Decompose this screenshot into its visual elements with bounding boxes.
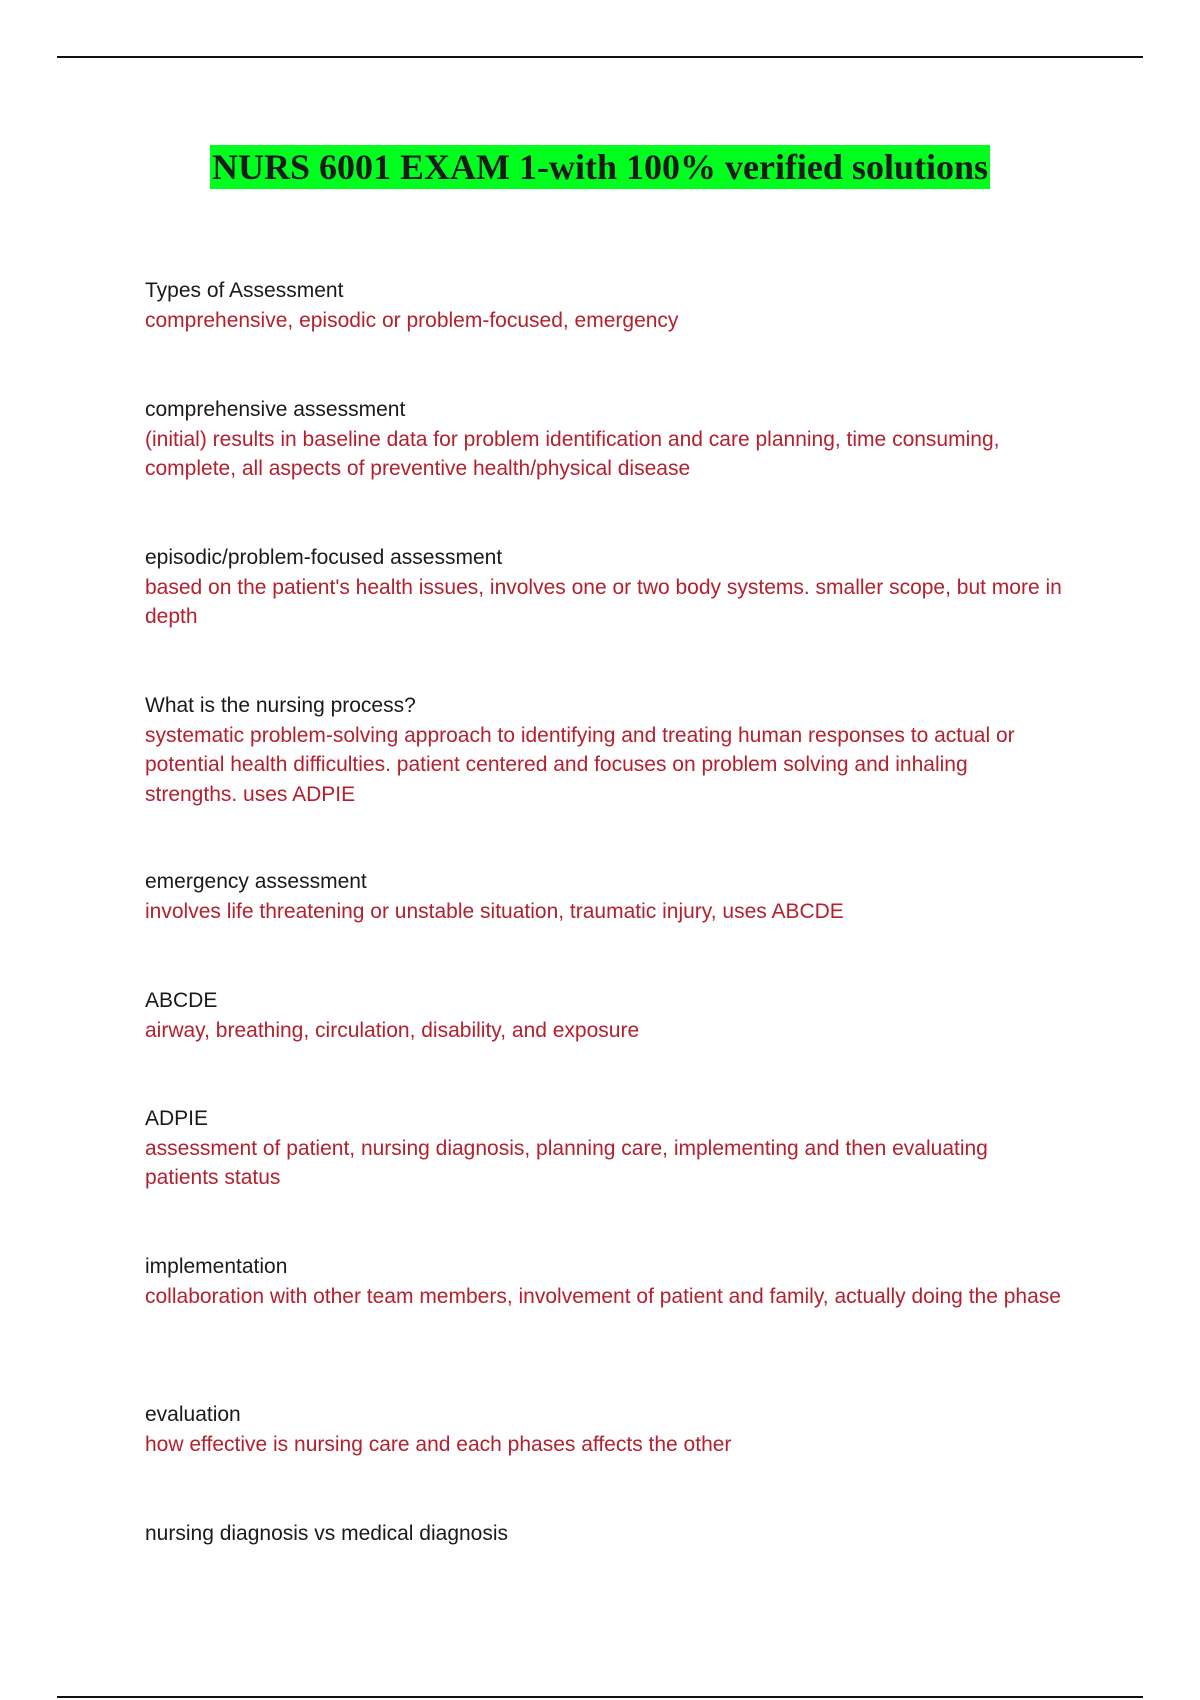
qa-entry [145, 691, 1065, 809]
answer-text: how effective is nursing care and each phases affects the other [145, 1432, 732, 1456]
answer-text: involves life threatening or unstable situation, traumatic injury, uses ABCDE [145, 899, 844, 923]
question-text: Types of Assessment [145, 279, 344, 302]
bottom-rule [57, 1696, 1143, 1698]
qa-entry [145, 867, 1065, 926]
qa-entry [145, 395, 1065, 484]
question-text: comprehensive assessment [145, 398, 406, 421]
answer-text: based on the patient's health issues, involves one or two body systems. smaller scope, but more in depth [145, 575, 1062, 628]
answer-text: comprehensive, episodic or problem-focused, emergency [145, 308, 679, 332]
title-container [0, 145, 1200, 189]
question-text: ADPIE [145, 1107, 209, 1130]
answer-text: assessment of patient, nursing diagnosis, planning care, implementing and then evaluating patients status [145, 1136, 988, 1189]
qa-entry [145, 276, 1065, 335]
qa-entry [145, 1519, 1065, 1549]
question-text: nursing diagnosis vs medical diagnosis [145, 1522, 509, 1545]
answer-text: collaboration with other team members, involvement of patient and family, actually doing the phase [145, 1284, 1061, 1308]
qa-entry [145, 986, 1065, 1045]
answer-text: airway, breathing, circulation, disability, and exposure [145, 1018, 640, 1042]
question-text: emergency assessment [145, 870, 367, 893]
qa-entry [145, 1104, 1065, 1193]
top-rule [57, 56, 1143, 58]
question-text: implementation [145, 1255, 288, 1278]
qa-entry [145, 1400, 1065, 1459]
qa-entry [145, 543, 1065, 632]
document-title: NURS 6001 EXAM 1-with 100% verified solutions [211, 147, 988, 187]
question-text: evaluation [145, 1403, 241, 1426]
question-text: episodic/problem-focused assessment [145, 546, 503, 569]
answer-text: systematic problem-solving approach to identifying and treating human responses to actual or potential health difficulties. patient centered and focuses on problem solving and inhaling strengths. uses ADPIE [145, 723, 1015, 806]
qa-entry [145, 1252, 1065, 1311]
answer-text: (initial) results in baseline data for problem identification and care planning, time consuming, complete, all aspects of preventive health/physical disease [145, 427, 1000, 480]
question-text: ABCDE [145, 989, 218, 1012]
question-text: What is the nursing process? [145, 694, 416, 717]
